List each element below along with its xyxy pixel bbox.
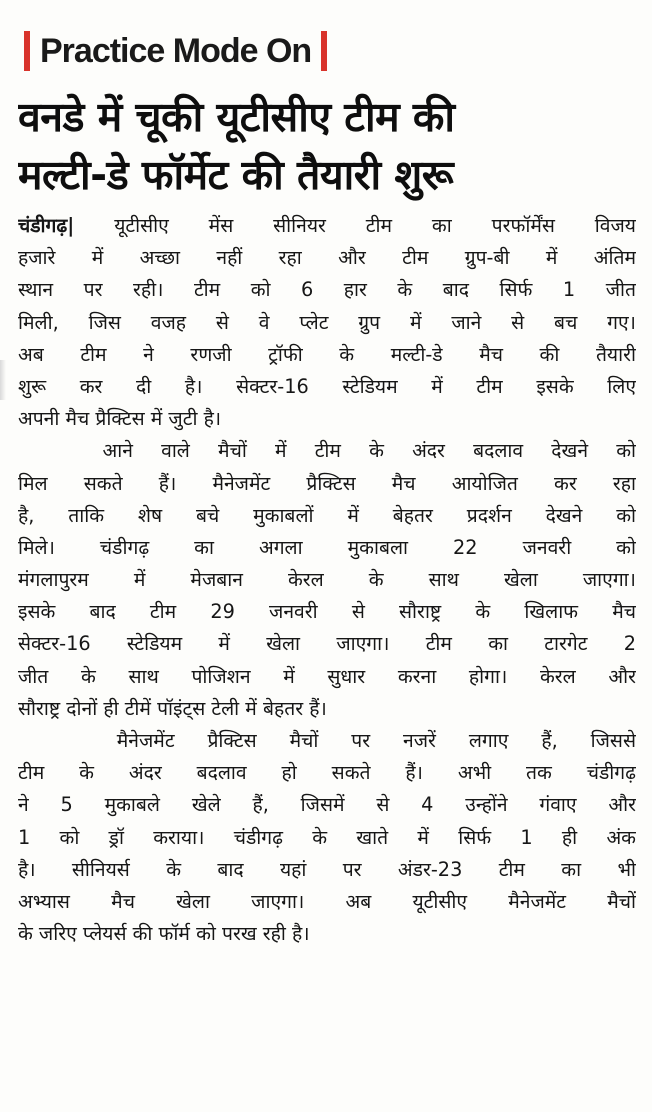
- article-line: मिले। चंडीगढ़ का अगला मुकाबला 22 जनवरी को: [18, 535, 636, 559]
- article-line: है। सीनियर्स के बाद यहां पर अंडर-23 टीम का भी: [18, 857, 636, 881]
- article-line: चंडीगढ़| यूटीसीए मेंस सीनियर टीम का परफॉर्मेंस विजय: [18, 214, 636, 237]
- article-line: ने 5 मुकाबले खेले हैं, जिसमें से 4 उन्होंने गंवाए और: [18, 793, 636, 817]
- article-line: अपनी मैच प्रैक्टिस में जुटी है।: [18, 407, 222, 431]
- page-edge-shadow: [0, 360, 6, 400]
- article-line: सौराष्ट्र दोनों ही टीमें पॉइंट्स टेली में बेहतर हैं।: [18, 696, 327, 720]
- article-line: टीम के अंदर बदलाव हो सकते हैं। अभी तक चंडीगढ़: [18, 761, 636, 785]
- article-line: है, ताकि शेष बचे मुकाबलों में बेहतर प्रदर्शन देखने को: [18, 503, 636, 527]
- article-body: [18, 210, 636, 950]
- article-line: हजारे में अच्छा नहीं रहा और टीम ग्रुप-बी में अंतिम: [18, 246, 636, 270]
- article-line: अभ्यास मैच खेला जाएगा। अब यूटीसीए मैनेजमेंट मैचों: [18, 889, 636, 913]
- kicker-text: Practice Mode On: [40, 32, 312, 70]
- kicker-label: [24, 26, 327, 76]
- article-line: मिली, जिस वजह से वे प्लेट ग्रुप में जाने से बच गए।: [18, 310, 636, 334]
- headline-line-1: वनडे में चूकी यूटीसीए टीम की: [18, 93, 455, 141]
- article-line: मैनेजमेंट प्रैक्टिस मैचों पर नजरें लगाए हैं, जिससे: [116, 729, 636, 752]
- article-line: शुरू कर दी है। सेक्टर-16 स्टेडियम में टीम इसके लिए: [18, 374, 636, 398]
- article-line: स्थान पर रही। टीम को 6 हार के बाद सिर्फ 1 जीत: [18, 278, 636, 302]
- article-line: मंगलापुरम में मेजबान केरल के साथ खेला जाएगा।: [18, 568, 636, 592]
- article-line: आने वाले मैचों में टीम के अंदर बदलाव देखने को: [102, 439, 636, 463]
- headline: [18, 88, 638, 204]
- article-line: 1 को ड्रॉ कराया। चंडीगढ़ के खाते में सिर्फ 1 ही अंक: [18, 825, 636, 849]
- article-line: जीत के साथ पोजिशन में सुधार करना होगा। केरल और: [18, 664, 636, 688]
- headline-line-2: मल्टी-डे फॉर्मेट की तैयारी शुरू: [18, 151, 454, 199]
- dateline: चंडीगढ़|: [18, 214, 75, 237]
- article-line: इसके बाद टीम 29 जनवरी से सौराष्ट्र के खिलाफ मैच: [18, 600, 636, 624]
- article-line: के जरिए प्लेयर्स की फॉर्म को परख रही है।: [18, 922, 310, 946]
- article-line: अब टीम ने रणजी ट्रॉफी के मल्टी-डे मैच की तैयारी: [18, 342, 636, 366]
- article-line: सेक्टर-16 स्टेडियम में खेला जाएगा। टीम का टारगेट 2: [18, 632, 636, 656]
- article-line: मिल सकते हैं। मैनेजमेंट प्रैक्टिस मैच आयोजित कर रहा: [18, 471, 636, 495]
- kicker-left-bar: [24, 31, 30, 71]
- kicker-right-bar: [321, 31, 327, 71]
